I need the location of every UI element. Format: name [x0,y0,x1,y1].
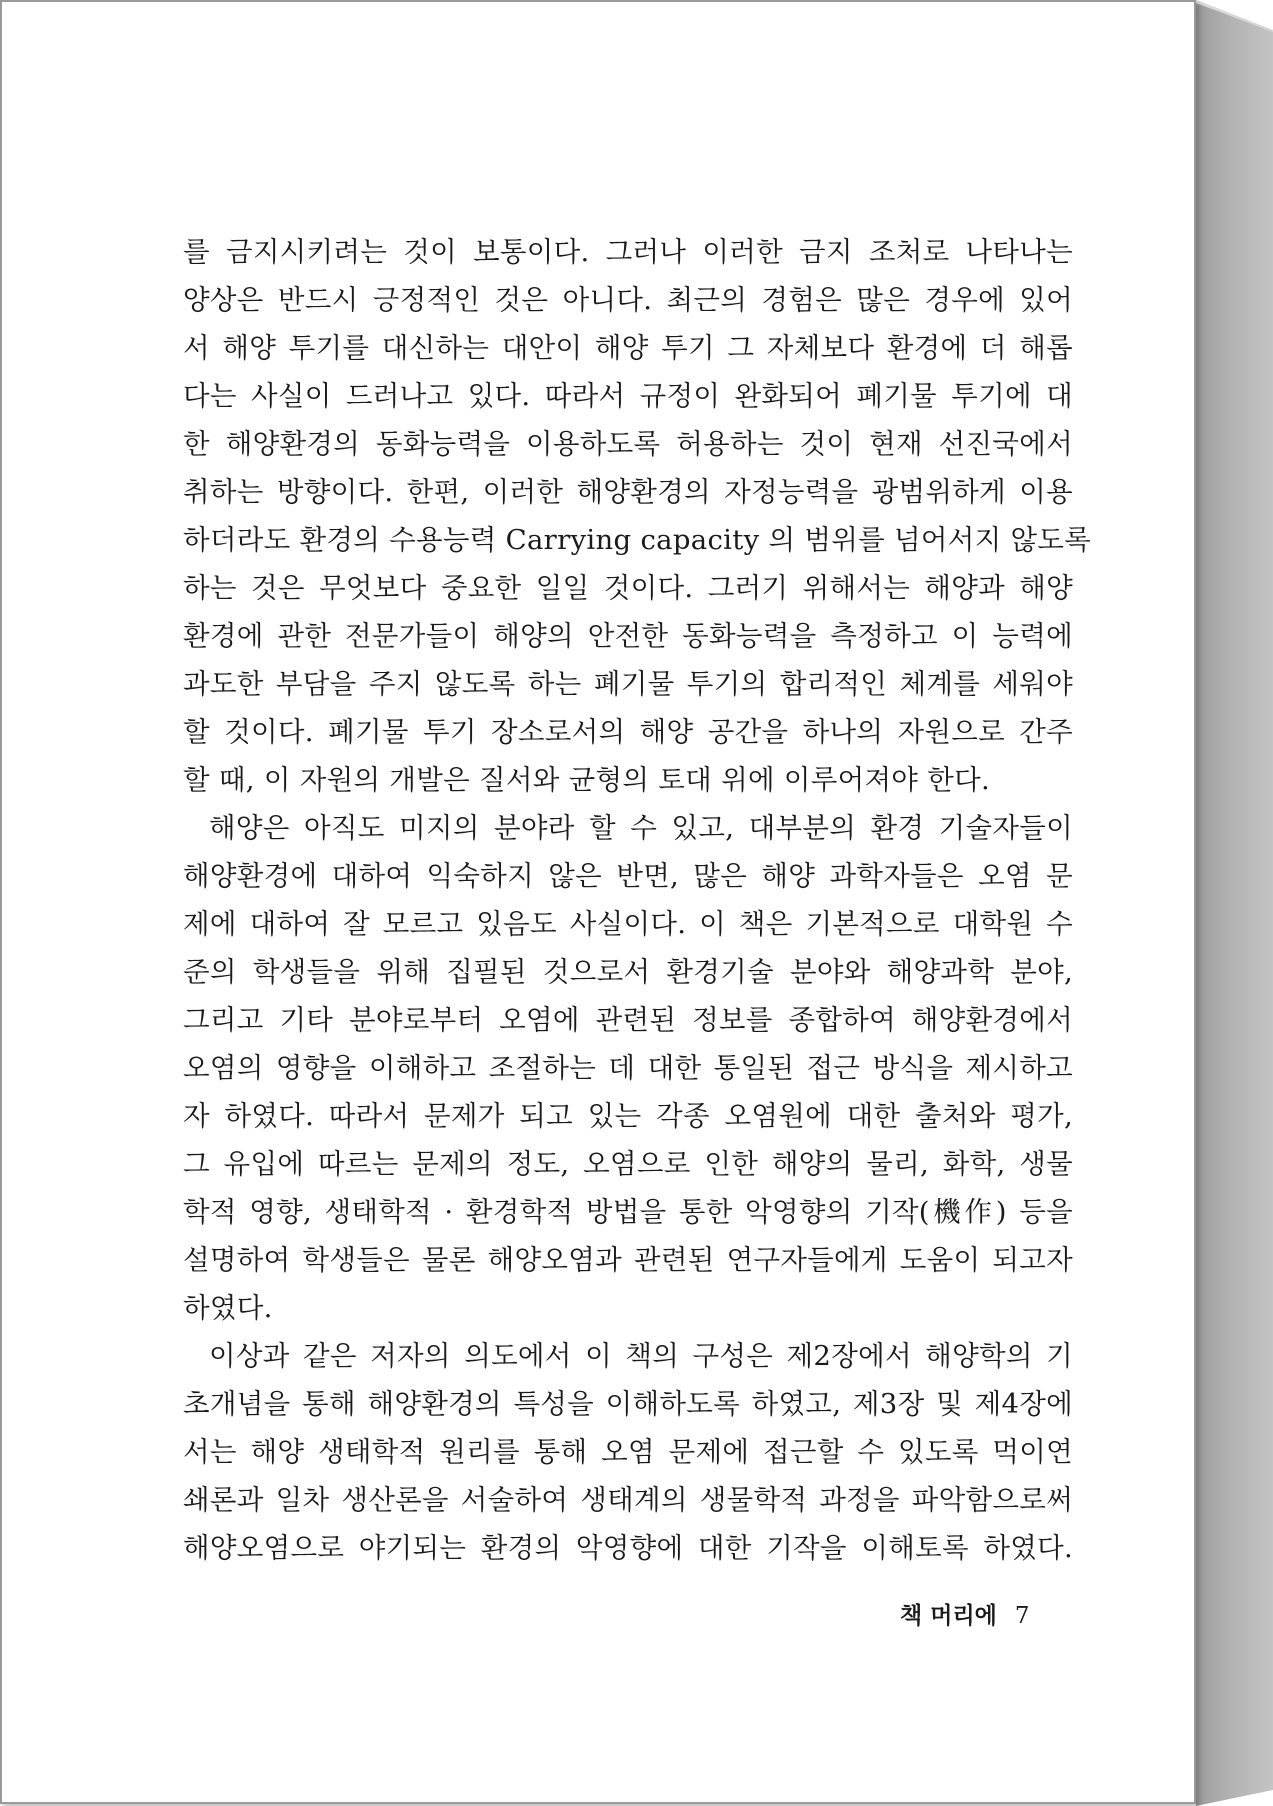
text-line: 준의 학생들을 위해 집필된 것으로서 환경기술 분야와 해양과학 분야, [183,956,1073,988]
text-line: 를 금지시키려는 것이 보통이다. 그러나 이러한 금지 조처로 나타나는 [183,236,1073,268]
page-footer [900,1597,1030,1630]
text-line: 하였다. [183,1292,273,1324]
text-line: 해양오염으로 야기되는 환경의 악영향에 대한 기작을 이해토록 하였다. [183,1532,1073,1564]
text-line: 제에 대하여 잘 모르고 있음도 사실이다. 이 책은 기본적으로 대학원 수 [183,908,1073,940]
text-line: 쇄론과 일차 생산론을 서술하여 생태계의 생물학적 과정을 파악함으로써 [183,1484,1073,1516]
text-line: 그리고 기타 분야로부터 오염에 관련된 정보를 종합하여 해양환경에서 [183,1004,1073,1036]
text-line: 초개념을 통해 해양환경의 특성을 이해하도록 하였고, 제3장 및 제4장에 [183,1388,1073,1420]
text-line: 할 때, 이 자원의 개발은 질서와 균형의 토대 위에 이루어져야 한다. [183,764,990,796]
page-number: 7 [1014,1603,1030,1629]
text-line: 하더라도 환경의 수용능력 Carrying capacity 의 범위를 넘어서지 않도록 [183,524,1092,556]
running-title: 책 머리에 [900,1603,997,1629]
text-line: 그 유입에 따르는 문제의 정도, 오염으로 인한 해양의 물리, 화학, 생물 [183,1148,1073,1180]
text-line: 설명하여 학생들은 물론 해양오염과 관련된 연구자들에게 도움이 되고자 [183,1244,1073,1276]
text-line: 하는 것은 무엇보다 중요한 일일 것이다. 그러기 위해서는 해양과 해양 [183,572,1073,604]
text-line: 과도한 부담을 주지 않도록 하는 폐기물 투기의 합리적인 체계를 세워야 [183,668,1073,700]
text-line: 양상은 반드시 긍정적인 것은 아니다. 최근의 경험은 많은 경우에 있어 [183,284,1073,316]
text-line: 이상과 같은 저자의 의도에서 이 책의 구성은 제2장에서 해양학의 기 [209,1340,1073,1372]
text-line: 다는 사실이 드러나고 있다. 따라서 규정이 완화되어 폐기물 투기에 대 [183,380,1073,412]
text-line: 할 것이다. 폐기물 투기 장소로서의 해양 공간을 하나의 자원으로 간주 [183,716,1073,748]
text-line: 서는 해양 생태학적 원리를 통해 오염 문제에 접근할 수 있도록 먹이연 [183,1436,1073,1468]
text-line: 해양환경에 대하여 익숙하지 않은 반면, 많은 해양 과학자들은 오염 문 [183,860,1073,892]
book-spine-edge [1196,0,1273,1806]
body-text [183,228,1092,1572]
text-line: 서 해양 투기를 대신하는 대안이 해양 투기 그 자체보다 환경에 더 해롭 [183,332,1073,364]
text-line: 자 하였다. 따라서 문제가 되고 있는 각종 오염원에 대한 출처와 평가, [183,1100,1073,1132]
text-line: 한 해양환경의 동화능력을 이용하도록 허용하는 것이 현재 선진국에서 [183,428,1073,460]
text-line: 학적 영향, 생태학적 · 환경학적 방법을 통한 악영향의 기작(機作) 등을 [183,1196,1073,1228]
text-line: 오염의 영향을 이해하고 조절하는 데 대한 통일된 접근 방식을 제시하고 [183,1052,1073,1084]
text-line: 취하는 방향이다. 한편, 이러한 해양환경의 자정능력을 광범위하게 이용 [183,476,1073,508]
text-line: 해양은 아직도 미지의 분야라 할 수 있고, 대부분의 환경 기술자들이 [209,812,1073,844]
text-line: 환경에 관한 전문가들이 해양의 안전한 동화능력을 측정하고 이 능력에 [183,620,1073,652]
